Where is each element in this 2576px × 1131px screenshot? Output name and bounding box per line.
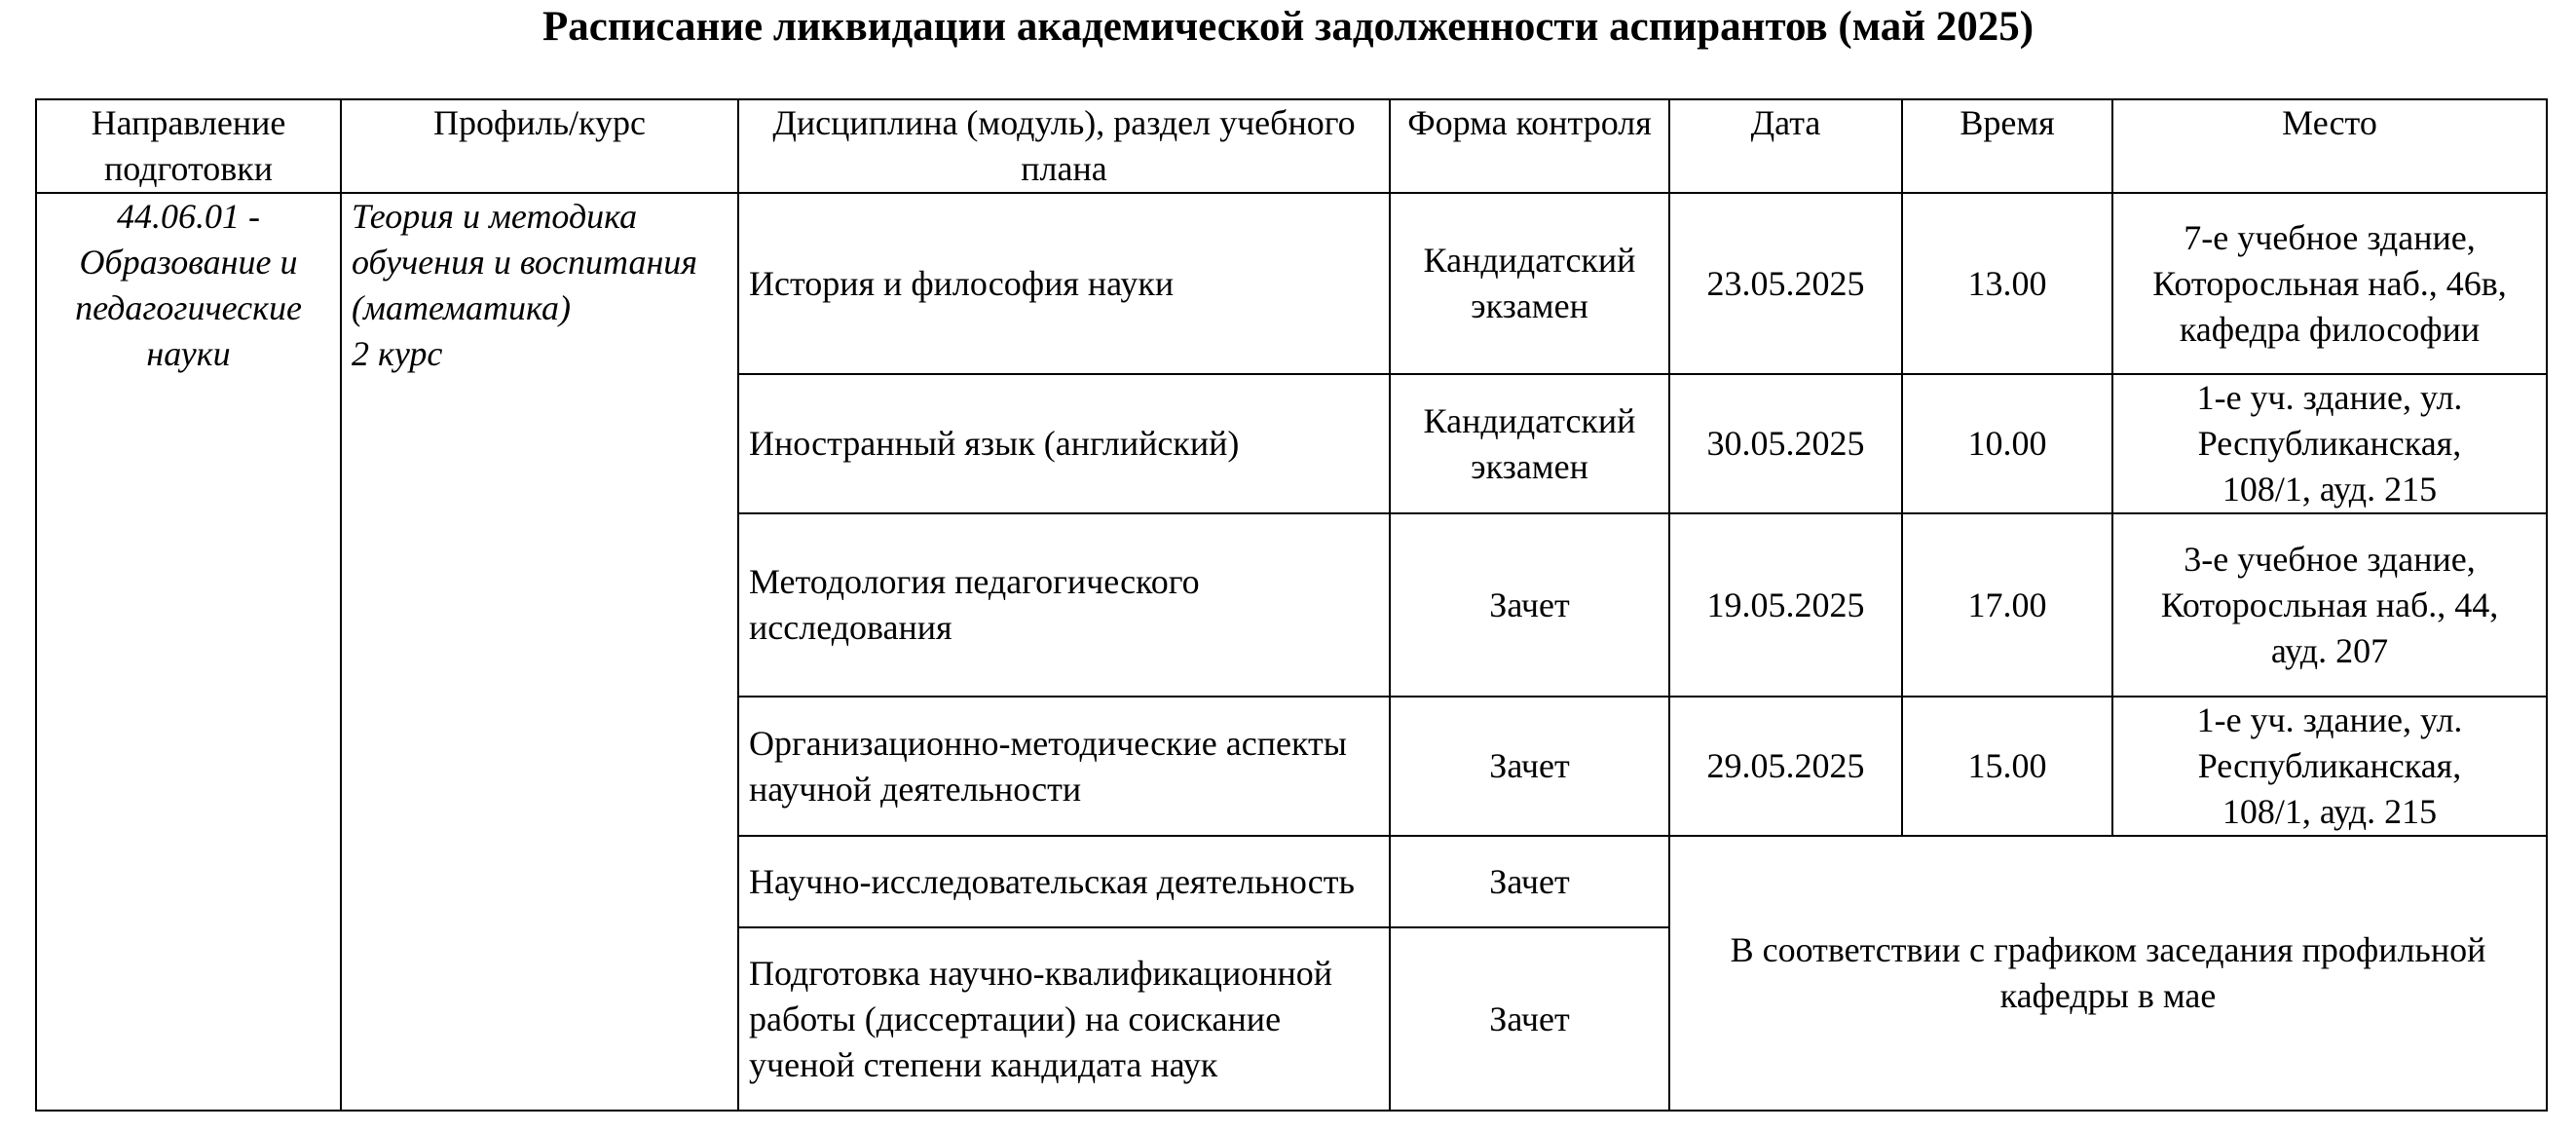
schedule-table [35, 98, 2548, 1112]
header-discipline: Дисциплина (модуль), раздел учебного плана [738, 99, 1390, 193]
header-row [36, 99, 2547, 193]
header-place: Место [2112, 99, 2547, 193]
discipline-cell: Иностранный язык (английский) [738, 374, 1390, 513]
form-cell: Кандидатский экзамен [1390, 193, 1669, 374]
direction-cell: 44.06.01 - Образование и педагогические науки [36, 193, 341, 1111]
schedule-note-cell: В соответствии с графиком заседания профильной кафедры в мае [1669, 836, 2547, 1111]
discipline-cell: Методология педагогического исследования [738, 513, 1390, 697]
date-cell: 23.05.2025 [1669, 193, 1902, 374]
date-cell: 29.05.2025 [1669, 697, 1902, 836]
page-title: Расписание ликвидации академической задолженности аспирантов (май 2025) [541, 4, 2035, 50]
form-cell: Зачет [1390, 697, 1669, 836]
discipline-cell: Подготовка научно-квалификационной работы (диссертации) на соискание ученой степени кандидата наук [738, 927, 1390, 1111]
time-cell: 10.00 [1902, 374, 2112, 513]
date-cell: 19.05.2025 [1669, 513, 1902, 697]
header-profile: Профиль/курс [341, 99, 738, 193]
header-form: Форма контроля [1390, 99, 1669, 193]
profile-cell: Теория и методика обучения и воспитания (математика) 2 курс [341, 193, 738, 1111]
form-cell: Зачет [1390, 836, 1669, 927]
form-cell: Зачет [1390, 513, 1669, 697]
date-cell: 30.05.2025 [1669, 374, 1902, 513]
place-cell: 1-е уч. здание, ул. Республиканская, 108/1, ауд. 215 [2112, 697, 2547, 836]
time-cell: 17.00 [1902, 513, 2112, 697]
header-date: Дата [1669, 99, 1902, 193]
form-cell: Кандидатский экзамен [1390, 374, 1669, 513]
time-cell: 15.00 [1902, 697, 2112, 836]
form-cell: Зачет [1390, 927, 1669, 1111]
place-cell: 1-е уч. здание, ул. Республиканская, 108/1, ауд. 215 [2112, 374, 2547, 513]
time-cell: 13.00 [1902, 193, 2112, 374]
discipline-cell: Научно-исследовательская деятельность [738, 836, 1390, 927]
header-direction: Направление подготовки [36, 99, 341, 193]
place-cell: 7-е учебное здание, Которосльная наб., 46в, кафедра философии [2112, 193, 2547, 374]
table-row [36, 193, 2547, 374]
discipline-cell: Организационно-методические аспекты научной деятельности [738, 697, 1390, 836]
discipline-cell: История и философия науки [738, 193, 1390, 374]
place-cell: 3-е учебное здание, Которосльная наб., 44, ауд. 207 [2112, 513, 2547, 697]
header-time: Время [1902, 99, 2112, 193]
